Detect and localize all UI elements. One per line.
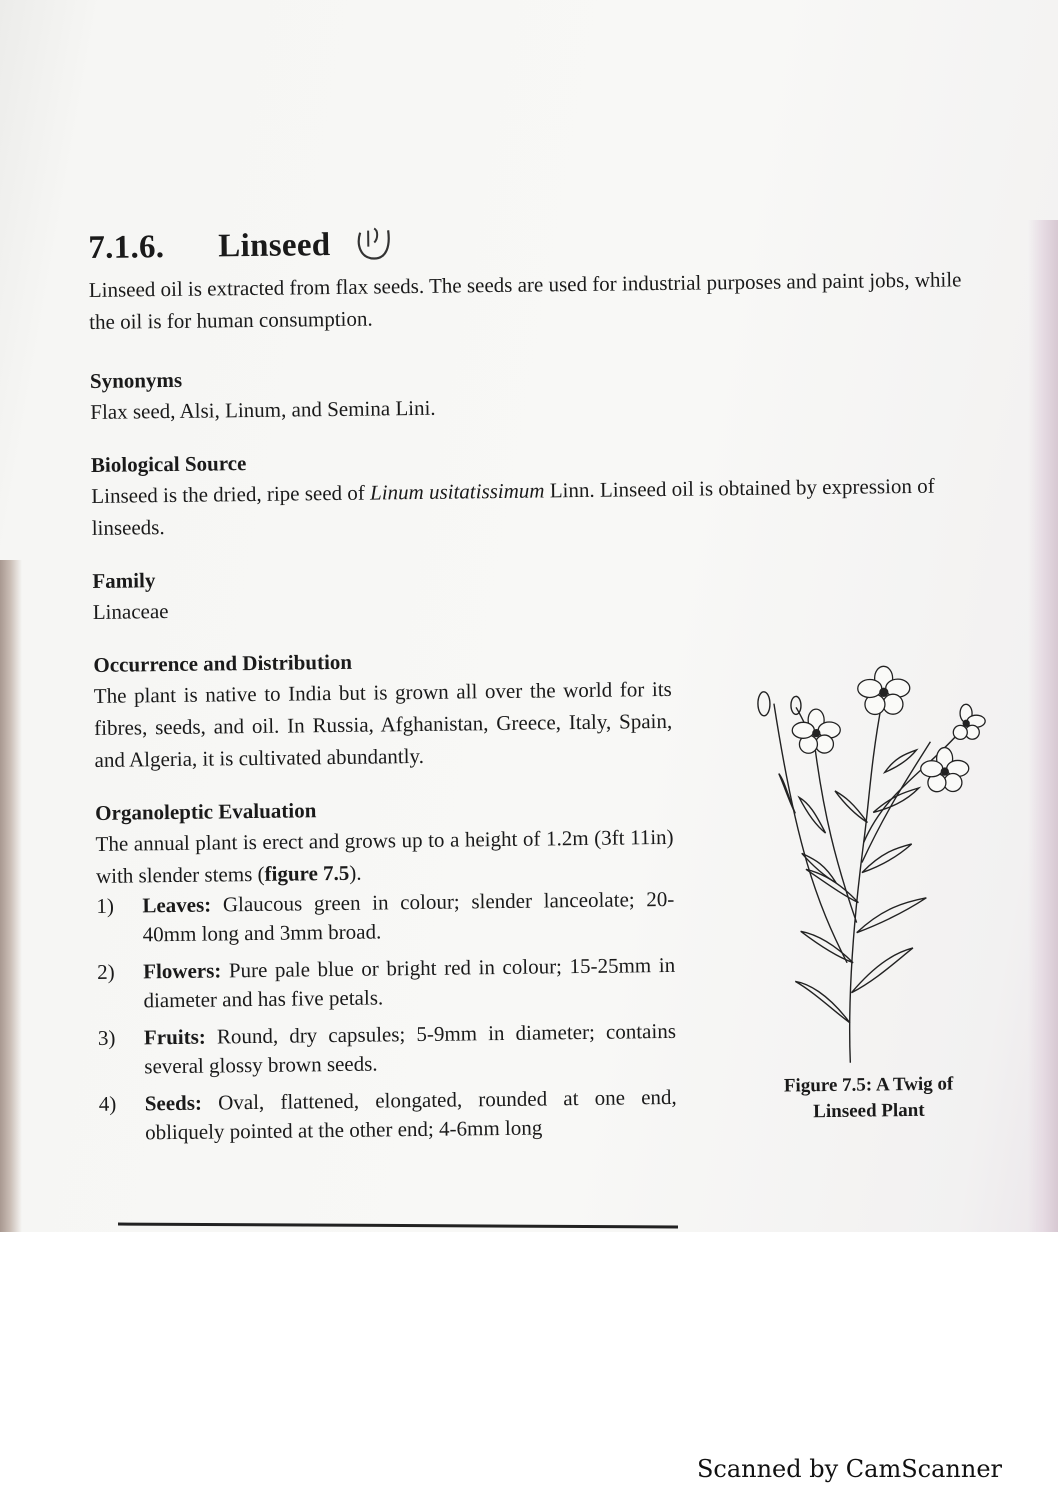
item-label: Seeds: [144,1090,203,1116]
synonyms-heading: Synonyms [89,367,183,393]
family-text: Linaceae [92,599,169,624]
item-label: Flowers: [143,958,222,984]
item-number: 3) [97,1025,116,1050]
synonyms-text: Flax seed, Alsi, Linum, and Semina Lini. [90,395,436,424]
figure-caption [738,1071,999,1126]
item-number: 1) [96,893,115,918]
figure-caption-line-1: Figure 7.5: A Twig of [783,1073,954,1097]
biological-source-text-a: Linseed is the dried, ripe seed of [91,480,371,508]
item-label: Leaves: [142,892,212,918]
item-text [145,1083,678,1147]
organoleptic-intro-a: The annual plant is erect and grows up to a height of 1.2m (3ft 11in) with slender stems ( [95,824,674,888]
intro-paragraph: Linseed oil is extracted from flax seeds. The seeds are used for industrial purposes and paint jobs, while the oil is for human consumption. [88,267,962,334]
item-text [142,885,675,949]
item-number: 4) [98,1091,117,1116]
camscanner-watermark: Scanned by CamScanner [696,1455,1002,1483]
linseed-plant-illustration [733,661,998,1074]
organoleptic-heading: Organoleptic Evaluation [95,798,317,825]
organoleptic-intro-b: ). [349,860,362,885]
biological-source-text [91,469,992,544]
list-item [97,951,676,1016]
biological-source-heading: Biological Source [90,451,247,477]
list-item [96,885,675,950]
list-item [99,1083,678,1148]
biological-source-section [91,439,992,544]
page-bottom-rule [118,1223,678,1229]
family-heading: Family [92,568,156,593]
book-spine-shadow [0,560,22,1232]
item-text [144,1017,677,1081]
species-name: Linum usitatissimum [369,478,545,505]
section-title: Linseed [218,226,331,264]
list-item [98,1017,677,1082]
item-description: Pure pale blue or bright red in colour; 15-25mm in diameter and has five petals. [143,952,676,1013]
family-section [92,555,993,628]
figure-caption-line-2: Linseed Plant [813,1099,925,1123]
section-number: 7.1.6. [88,228,165,266]
item-number: 2) [97,959,115,984]
item-description: Round, dry capsules; 5-9mm in diameter; contains several glossy brown seeds. [144,1018,677,1079]
figure-linseed-twig [733,661,999,1126]
item-description: Glaucous green in colour; slender lanceolate; 20-40mm long and 3mm broad. [142,886,675,947]
figure-reference: figure 7.5 [264,860,350,886]
page-content [88,211,999,1156]
occurrence-text: The plant is native to India but is grown all over the world for its fibres, seeds, and oil. In Russia, Afghanistan, Greece, Italy, Spain, and Algeria, it is cultivated abundantly. [93,676,673,772]
property-list [96,885,677,1148]
item-description: Oval, flattened, elongated, rounded at one end, obliquely pointed at the other end; 4-6mm long [144,1084,677,1145]
item-text [143,951,676,1015]
item-label: Fruits: [143,1024,206,1050]
occurrence-heading: Occurrence and Distribution [93,649,353,677]
organoleptic-intro [95,821,674,892]
page-edge-shadow [1028,220,1058,1232]
handwritten-mark-icon [352,222,397,267]
synonyms-section [90,355,991,428]
biological-source-text-b: Linn. Linseed oil is obtained by expression of linseeds. [91,473,935,540]
